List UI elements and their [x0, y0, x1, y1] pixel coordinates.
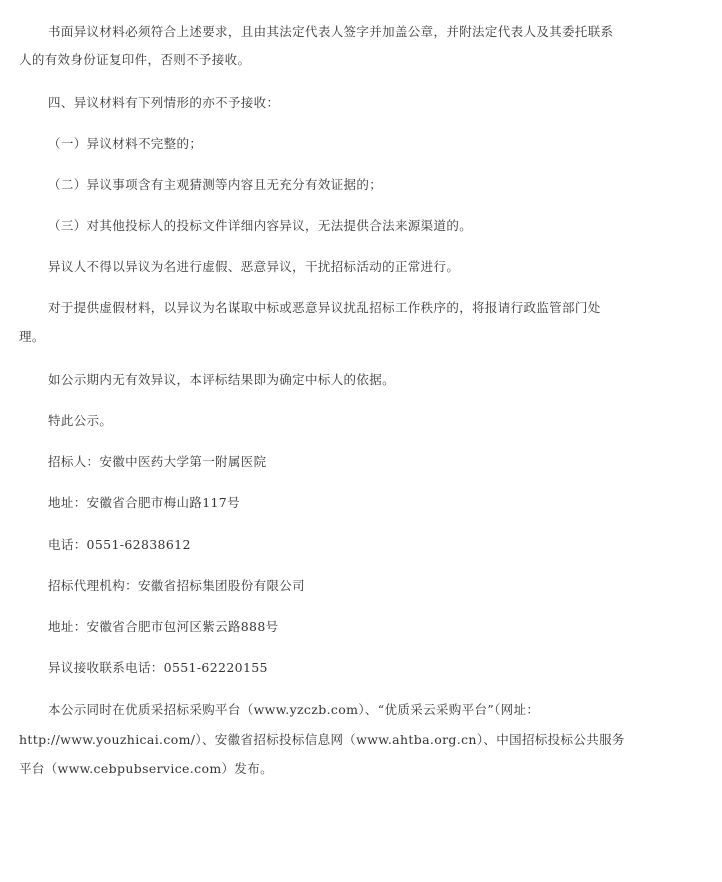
para-interference: 异议人不得以异议为名进行虚假、恶意异议，干扰招标活动的正常进行。 — [48, 259, 460, 274]
heading-section-4: 四、异议材料有下列情形的亦不予接收： — [48, 95, 280, 110]
para1-line1: 书面异议材料必须符合上述要求，且由其法定代表人签字并加盖公章，并附法定代表人及其委托联系 — [48, 24, 614, 39]
agency-address: 地址：安徽省合肥市包河区紫云路888号 — [48, 619, 279, 634]
para-false-material-line2: 理。 — [19, 329, 45, 344]
tenderer-address: 地址：安徽省合肥市梅山路117号 — [48, 495, 240, 510]
para-publish-line2: http://www.youzhicai.com/）、安徽省招标投标信息网（www.ahtba.org.cn）、中国招标投标公共服务 — [19, 732, 625, 747]
list-item-1: （一）异议材料不完整的； — [48, 136, 203, 151]
para-publish-line3: 平台（www.cebpubservice.com）发布。 — [19, 761, 273, 776]
tenderer-phone: 电话：0551-62838612 — [48, 537, 191, 552]
para-publish-line1: 本公示同时在优质采招标采购平台（www.yzczb.com）、“优质采云采购平台”（网址： — [48, 702, 540, 717]
para-notice: 特此公示。 — [48, 413, 113, 428]
list-item-3: （三）对其他投标人的投标文件详细内容异议，无法提供合法来源渠道的。 — [48, 218, 473, 233]
tenderer: 招标人：安徽中医药大学第一附属医院 — [48, 454, 267, 469]
para-valid-basis: 如公示期内无有效异议，本评标结果即为确定中标人的依据。 — [48, 372, 395, 387]
para-false-material-line1: 对于提供虚假材料，以异议为名谋取中标或恶意异议扰乱招标工作秩序的，将报请行政监管部门处 — [48, 300, 601, 315]
agency: 招标代理机构：安徽省招标集团股份有限公司 — [48, 578, 306, 593]
list-item-2: （二）异议事项含有主观猜测等内容且无充分有效证据的； — [48, 177, 383, 192]
para1-line2: 人的有效身份证复印件，否则不予接收。 — [19, 52, 251, 67]
objection-phone: 异议接收联系电话：0551-62220155 — [48, 660, 268, 675]
